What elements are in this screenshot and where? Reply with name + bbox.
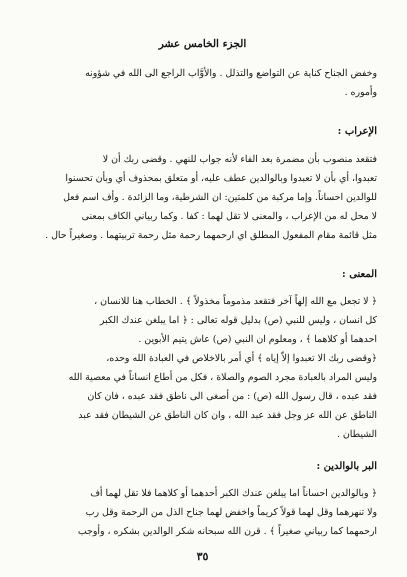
text-line: ﴿ وبالوالدين احساناً اما يبلغن عندك الكبر أحدهما أو كلاهما فلا تقل لهما أف (90, 488, 377, 499)
irab-paragraph (28, 150, 377, 245)
intro-paragraph (28, 64, 377, 102)
text-line: مثل قائمة مقام المفعول المطلق اي ارحمهما رحمة مثل رحمة تربيتهما . وصغيراً حال . (45, 230, 377, 241)
meaning-paragraph (28, 292, 377, 444)
text-line: كل انسان ، وليس للنبي (ص) بدليل قوله تعالى : ﴿ اما يبلغن عندك الكبر (99, 315, 377, 326)
text-line: وليس المراد بالعبادة مجرد الصوم والصلاة ، فكل من أطاع انساناً في معصية الله (68, 372, 377, 383)
section-heading-meaning: المعنى : (342, 269, 377, 280)
text-line: فتقعد منصوب بأن مضمرة بعد الفاء لأنه جواب للنهي . وقضى ربك أن لا (102, 154, 377, 165)
section-heading-parents: البر بالوالدين : (316, 461, 377, 472)
text-line: وخفض الجناح كناية عن التواضع والتذلل . والأوَّاب الراجع الى الله في شؤونه (85, 68, 377, 79)
text-line: ارحمهما كما ربياني صغيراً ﴾ . قرن الله سبحانه شكر الوالدين بشكره ، وأوجب (77, 526, 377, 537)
text-line: تعبدوا، أي بأن لا تعبدوا وبالوالدين عطف عليه، أو متعلق بمحذوف أي وبأن تحسنوا (65, 173, 377, 184)
text-line: ولا تنهرهما وقل لهما قولاً كريماً واخفض لهما جناح الذل من الرحمة وقل رب (85, 507, 377, 518)
text-line: الشيطان . (336, 429, 377, 440)
running-header: الجزء الخامس عشر (158, 38, 247, 50)
text-line: ﴿وقضى ربك الا تعبدوا إلاّ إياه ﴾ أي أمر بالاخلاص في العبادة الله وحده، (106, 353, 377, 364)
text-line: الناطق عن الله عز وجل فقد عبد الله ، وان كان الناطق عن الشيطان فقد عبد (78, 410, 377, 421)
text-line: للوالدين احساناً. وإما مركبة من كلمتين: ان الشرطية، وما الزائدة . وأف اسم فعل (63, 192, 377, 203)
text-line: فقد عبده ، قال رسول الله (ص) : من أصغى الى ناطق فقد عبده ، فان كان (87, 391, 377, 402)
text-line: وأموره . (344, 87, 377, 98)
document-page (28, 0, 377, 577)
section-heading-irab: الإعراب : (337, 126, 377, 137)
text-line: احدهما أو كلاهما ﴾ ، ومعلوم ان النبي (ص) عاش يتيم الأبوين . (138, 334, 377, 345)
text-line: لا محل له من الإعراب ، والمعنى لا تقل لهما : كفا . وكما ربياني الكاف بمعنى (81, 211, 377, 222)
page-number: ٣٥ (196, 550, 209, 563)
parents-paragraph (28, 484, 377, 541)
text-line: ﴿ لا تجعل مع الله إلهاً آخر فتقعد مذموماً مخذولاً ﴾ . الخطاب هنا للانسان ، (94, 296, 377, 307)
